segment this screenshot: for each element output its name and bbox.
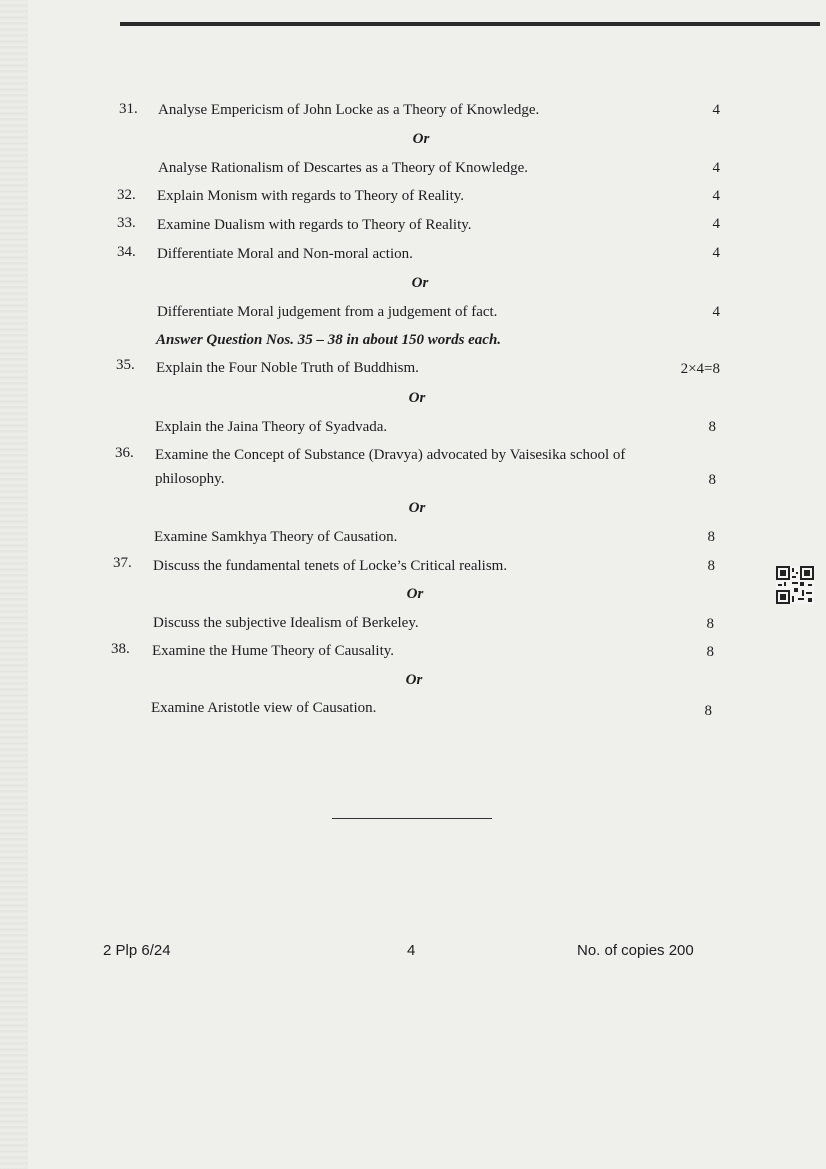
question-marks: 8 [708, 472, 716, 488]
question-number: 34. [117, 244, 136, 260]
question-marks: 4 [712, 160, 720, 176]
question-number: 35. [116, 357, 135, 373]
question-marks: 8 [707, 529, 715, 545]
question-text: Explain Monism with regards to Theory of Reality. [157, 188, 465, 204]
question-marks: 8 [706, 644, 714, 660]
question-marks: 8 [708, 419, 716, 435]
question-number: 31. [119, 101, 138, 117]
question-text-continued: philosophy. [155, 471, 225, 487]
question-text: Examine Samkhya Theory of Causation. [154, 529, 398, 545]
question-text: Examine the Concept of Substance (Dravya) advocated by Vaisesika school of [155, 447, 626, 463]
question-marks: 4 [712, 245, 720, 261]
or-separator: Or [405, 672, 423, 688]
end-rule [332, 818, 492, 819]
question-text: Discuss the subjective Idealism of Berkeley. [153, 615, 419, 631]
question-number: 38. [111, 641, 130, 657]
question-marks: 4 [712, 216, 720, 232]
question-marks: 4 [712, 188, 720, 204]
question-text: Discuss the fundamental tenets of Locke’s Critical realism. [153, 558, 508, 574]
or-separator: Or [411, 275, 429, 291]
question-marks: 8 [706, 616, 714, 632]
copies-count: No. of copies 200 [577, 942, 694, 959]
question-text: Analyse Empericism of John Locke as a Theory of Knowledge. [158, 102, 540, 118]
question-text: Differentiate Moral judgement from a judgement of fact. [157, 304, 498, 320]
question-text: Differentiate Moral and Non-moral action. [157, 246, 413, 262]
section-instruction: Answer Question Nos. 35 – 38 in about 150 words each. [156, 332, 502, 348]
scan-top-edge [120, 22, 820, 26]
paper-code: 2 Plp 6/24 [103, 942, 171, 959]
or-separator: Or [412, 131, 430, 147]
page-edge-texture [0, 0, 28, 1169]
question-number: 32. [117, 187, 136, 203]
question-marks: 8 [707, 558, 715, 574]
question-text: Analyse Rationalism of Descartes as a Theory of Knowledge. [158, 160, 529, 176]
question-marks: 4 [712, 102, 720, 118]
question-text: Examine Dualism with regards to Theory of Reality. [157, 217, 472, 233]
question-number: 37. [113, 555, 132, 571]
question-marks: 8 [704, 703, 712, 719]
question-number: 33. [117, 215, 136, 231]
question-text: Examine Aristotle view of Causation. [151, 700, 377, 716]
question-text: Explain the Jaina Theory of Syadvada. [155, 419, 388, 435]
question-marks: 2×4=8 [680, 361, 720, 377]
question-text: Explain the Four Noble Truth of Buddhism. [156, 360, 419, 376]
question-marks: 4 [712, 304, 720, 320]
or-separator: Or [408, 500, 426, 516]
question-number: 36. [115, 445, 134, 461]
or-separator: Or [406, 586, 424, 602]
question-text: Examine the Hume Theory of Causality. [152, 643, 395, 659]
qr-code-icon [776, 566, 814, 604]
page-number: 4 [407, 942, 416, 959]
or-separator: Or [408, 390, 426, 406]
